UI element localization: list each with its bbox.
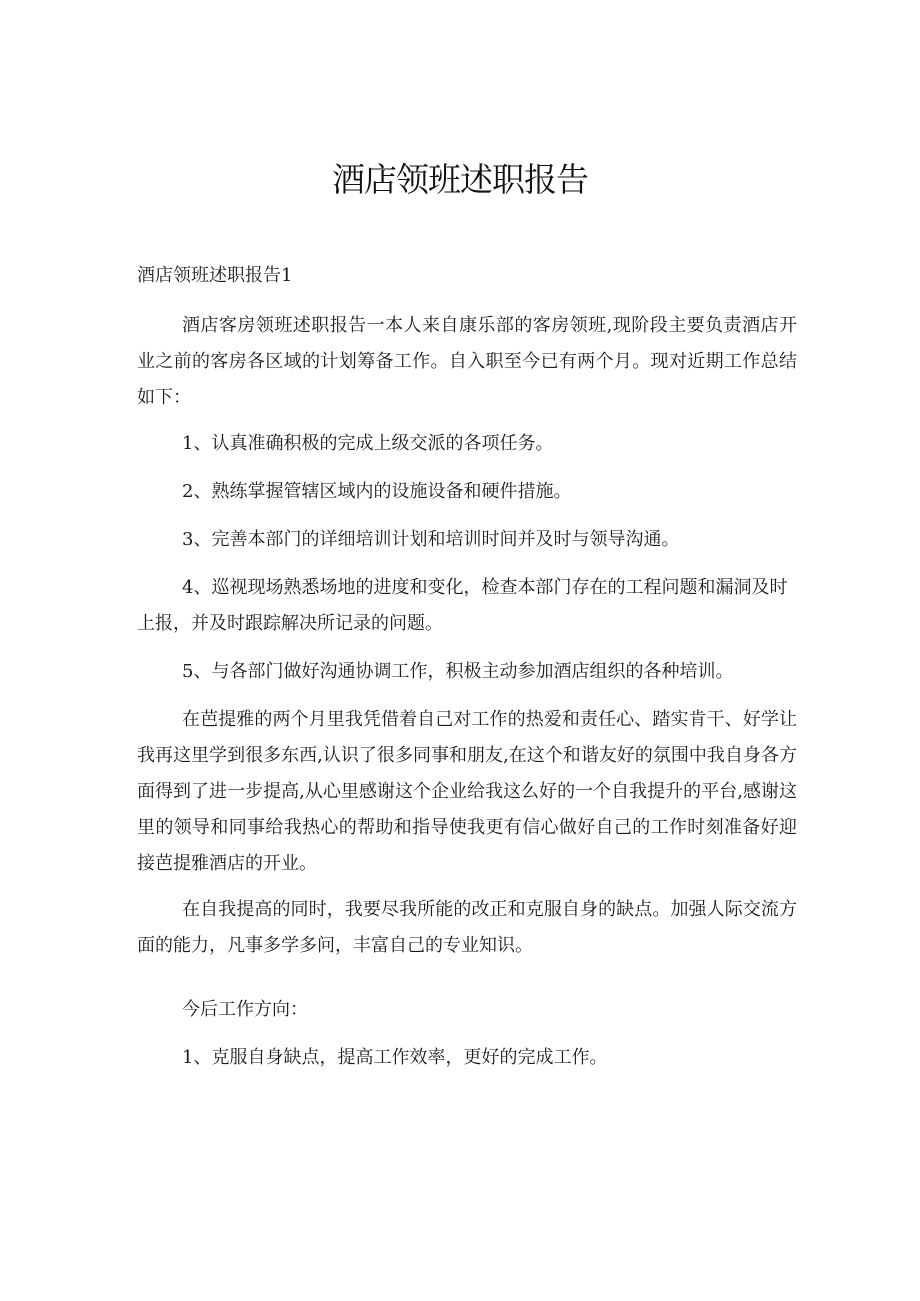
- document-body: [137, 258, 797, 1088]
- future-heading: 今后工作方向：: [182, 999, 308, 1020]
- document-title: 酒店领班述职报告: [332, 160, 588, 199]
- intro-paragraph: 酒店客房领班述职报告一本人来自康乐部的客房领班,现阶段主要负责酒店开业之前的客房各区域的计划筹备工作。自入职至今已有两个月。现对近期工作总结如下：: [137, 315, 797, 408]
- list-item: 3、完善本部门的详细培训计划和培训时间并及时与领导沟通。: [182, 529, 680, 550]
- list-item: 1、克服自身缺点，提高工作效率，更好的完成工作。: [182, 1047, 608, 1068]
- list-item: 5、与各部门做好沟通协调工作，积极主动参加酒店组织的各种培训。: [182, 661, 734, 682]
- body-paragraph: 在自我提高的同时，我要尽我所能的改正和克服自身的缺点。加强人际交流方面的能力，凡事多学多问，丰富自己的专业知识。: [137, 899, 797, 956]
- body-paragraph: 在芭提雅的两个月里我凭借着自己对工作的热爱和责任心、踏实肯干、好学让我再这里学到很多东西,认识了很多同事和朋友,在这个和谐友好的氛围中我自身各方面得到了进一步提高,从心里感谢这个企业给我这么好的一个自我提升的平台,感谢这里的领导和同事给我热心的帮助和指导使我更有信心做好自己的工作时刻准备好迎接芭提雅酒店的开业。: [137, 709, 797, 874]
- list-item: 2、熟练掌握管辖区域内的设施设备和硬件措施。: [182, 481, 572, 502]
- section-heading: 酒店领班述职报告1: [137, 265, 293, 286]
- list-item: 1、认真准确积极的完成上级交派的各项任务。: [182, 433, 554, 454]
- list-item: 4、巡视现场熟悉场地的进度和变化，检查本部门存在的工程问题和漏洞及时上报，并及时跟踪解决所记录的问题。: [137, 577, 788, 634]
